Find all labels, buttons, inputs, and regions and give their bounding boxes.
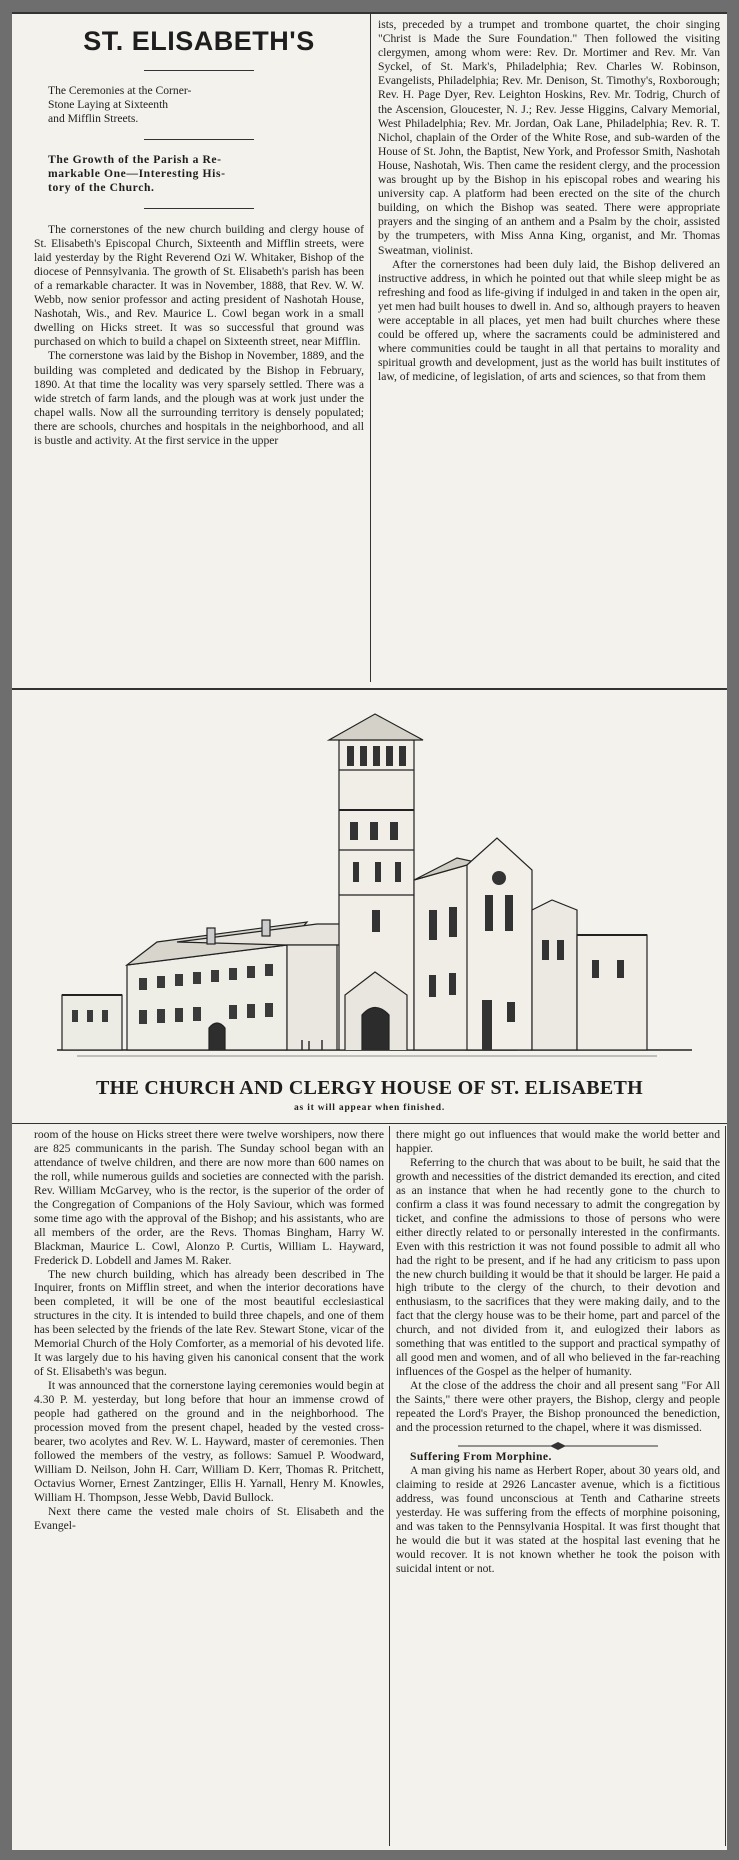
paragraph: Referring to the church that was about to be built, he said that the growth and necessities of the district demanded its erection, and cited as an instance that when he had recently gone to the church to confirm a class it was found necessary to admit the congregation by ticket, and confine the admissions to those of persons who were either directly related to or personally interested in the confirmants. Even with this restriction it was not found possible to admit all who had the right to be present, and if he had any criticism to pass upon the new church building it would be that it should be larger. He paid a high tribute to the clergy of the church, to their devotion and enthusiasm, to the sacrifices that they were making daily, and to the fact that the clergy house was to be their home, part and parcel of the church, and not divided from it, and eulogized their labors as something that was entitled to the support and practical sympathy of all good men and women, and of all who believed in the far-reaching influences of the Gospel as the helper of humanity. bbox=[396, 1155, 720, 1379]
article-column-3 bbox=[34, 1128, 384, 1846]
illustration-top-rule bbox=[12, 688, 727, 690]
article-column-4 bbox=[396, 1128, 720, 1846]
paragraph: Next there came the vested male choirs of St. Elisabeth and the Evangel- bbox=[34, 1504, 384, 1532]
illustration-subcaption: as it will appear when finished. bbox=[293, 1103, 446, 1113]
illustration-caption: THE CHURCH AND CLERGY HOUSE OF ST. ELISABETH bbox=[95, 1077, 643, 1099]
morphine-headline: Suffering From Morphine. bbox=[410, 1449, 552, 1463]
paragraph: The cornerstone was laid by the Bishop in November, 1889, and the building was completed and dedicated by the Bishop in February, 1890. At that time the locality was very sparsely settled. There was a wide stretch of farm lands, and the plough was at work just under the chapel walls. Now all the surrounding territory is densely populated; there are schools, churches and hospitals in the neighborhood, and all is bustle and activity. At the first service in the upper bbox=[34, 349, 364, 447]
illustration-bottom-rule bbox=[12, 1123, 727, 1124]
section-divider bbox=[396, 1441, 720, 1450]
paragraph: room of the house on Hicks street there were twelve worshipers, now there are 825 communicants in the parish. The Sunday school began with an attendance of twelve children, and there are now more than 600 names on the roll, while numerous guilds and societies are connected with the parish. Rev. William McGarvey, who is the rector, is the superior of the order of the Congregation of Companions of the Holy Saviour, which was formed some time ago with the approval of the Bishop; and his assistants, who are all members of the order, are the Revs. Thomas Bingham, Harry W. Blackman, Maurice L. Cowl, Alonzo P. Curtis, William L. Hayward, Frederick D. Lobdell and James M. Raker. bbox=[34, 1128, 384, 1267]
deck-line-1: The Ceremonies at the Corner- bbox=[48, 84, 192, 97]
column-rule-top bbox=[370, 14, 371, 682]
article-column-2 bbox=[378, 18, 720, 682]
subdeck-line-2: markable One—Interesting His- bbox=[48, 167, 226, 181]
divider-ornament-icon bbox=[458, 1442, 658, 1450]
paragraph: A man giving his name as Herbert Roper, about 30 years old, and claiming to reside at 2926 Lancaster avenue, which is a fictitious address, was found unconscious at Tenth and Catharine streets yesterday. He was suffering from the effects of morphine poisoning, and was taken to the Pennsylvania Hospital. It was first thought that he would die but it was stated at the hospital last evening that he would recover. It is not known whether he took the poison with suicidal intent or not. bbox=[396, 1463, 720, 1575]
subdeck-line-1: The Growth of the Parish a Re- bbox=[48, 153, 222, 167]
deck-rule bbox=[144, 139, 254, 140]
paragraph: The new church building, which has already been described in The Inquirer, fronts on Mifflin street, and when the interior decorations have been completed, it will be one of the most beautiful ecclesiastical structures in the city. It is intended to build three chapels, and one of them has been selected by the friends of the late Rev. Stewart Stone, vicar of the Memorial Church of the Holy Comforter, as a memorial of his devoted life. It was largely due to his having given his canonical consent that the work of St. Elisabeth's was begun. bbox=[34, 1267, 384, 1379]
deck-line-3: and Mifflin Streets. bbox=[48, 112, 139, 126]
headline: ST. ELISABETH'S bbox=[83, 26, 315, 56]
column-rule-bottom bbox=[389, 1126, 390, 1846]
deck-line-2: Stone Laying at Sixteenth bbox=[48, 98, 169, 112]
article-column-1 bbox=[34, 18, 364, 684]
church-illustration bbox=[57, 710, 692, 1070]
subdeck-line-3: tory of the Church. bbox=[48, 181, 155, 195]
paragraph: The cornerstones of the new church building and clergy house of St. Elisabeth's Episcopal Church, Sixteenth and Mifflin streets, were laid yesterday by the Right Reverend Ozi W. Whitaker, Bishop of the diocese of Pennsylvania. The growth of St. Elisabeth's parish has been of a remarkable character. It was in November, 1888, that Rev. W. W. Webb, now senior professor and acting president of Nashotah House, Nashotah, Wis., and Rev. Maurice L. Cowl began work in a small dwelling on Hicks street. It was so successful that ground was purchased on which to build a chapel on Sixteenth street, near Mifflin. bbox=[34, 222, 364, 349]
right-border bbox=[725, 1126, 726, 1846]
subdeck-rule bbox=[144, 208, 254, 209]
headline-rule bbox=[144, 70, 254, 71]
paragraph: At the close of the address the choir and all present sang "For All the Saints," there were other prayers, the Bishop, clergy and people repeated the Lord's Prayer, the Bishop pronounced the benediction, and the procession returned to the chapel, where it was dismissed. bbox=[396, 1379, 720, 1435]
paragraph: After the cornerstones had been duly laid, the Bishop delivered an instructive address, in which he pointed out that while sleep might be as refreshing and food as life-giving if indulged in and taken in the open air, yet men had built houses to dwell in. And so, although prayers to heaven were acceptable in all places, yet men had built churches where these could be offered up, where the sacraments could be administered and where communities could be taught in all that pertains to morality and spiritual growth and development, just as the world has built institutes of law, of medicine, of legislation, of arts and sciences, so that from them bbox=[378, 257, 720, 384]
newspaper-page bbox=[12, 12, 727, 1850]
paragraph: there might go out influences that would make the world better and happier. bbox=[396, 1128, 720, 1155]
paragraph: It was announced that the cornerstone laying ceremonies would begin at 4.30 P. M. yesterday, but long before that hour an immense crowd of people had gathered on the ground and in the neighborhood. The procession moved from the present chapel, headed by the vested cross-bearer, two acolytes and Rev. W. L. Hayward, master of ceremonies. Then followed the members of the vestry, as follows: Samuel P. Woodward, William D. Neilson, John H. Carr, William D. Kerr, Thomas R. Pritchett, Octavius Worner, Ernest Zantzinger, Ellis H. Yarnall, Henry M. Knowles, William H. Thompson, Jesse Webb, David Bullock. bbox=[34, 1379, 384, 1504]
paragraph: ists, preceded by a trumpet and trombone quartet, the choir singing "Christ is Made the Sure Foundation." Then followed the visiting clergymen, among whom were: Rev. Dr. Mortimer and Rev. Mr. Van Syckel, of St. Mark's, Philadelphia; Rev. Charles W. Robinson, Evangelists, Philadelphia; Rev. Mr. Denison, St. Timothy's, Roxborough; Rev. H. Page Dyer, Rev. Leighton Hoskins, Rev. Mr. Todrig, Church of the Ascension, Gloucester, N. J.; Rev. Jesse Higgins, Calvary Memorial, West Philadelphia; Rev. Mr. Jordan, Oak Lane, Philadelphia; Rev. R. T. Nichol, chaplain of the Order of the White Rose, and sub-warden of the House of St. John, the Baptist, New York, and Professor Smith, Nashotah House, Nashotah, Wis. Then came the resident clergy, and the procession was brought up by the Bishop in his episcopal robes and wearing his university cap. A platform had been erected on the site of the church building, on which the Bishop was seated. There were appropriate prayers and the singing of an anthem and a Psalm by the choir, assisted by the trumpeters, with Miss Anna King, organist, and Mr. Thomas Sweatman, violinist. bbox=[378, 18, 720, 257]
